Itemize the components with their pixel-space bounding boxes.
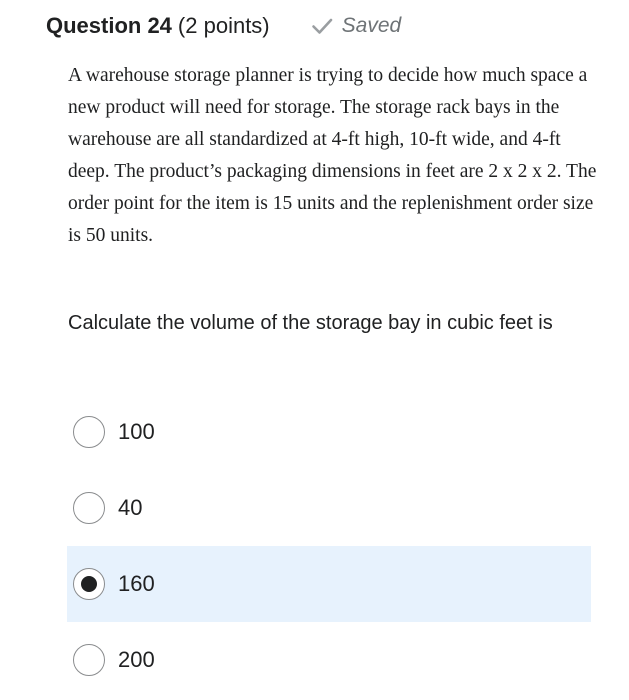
- question-header: [46, 8, 401, 44]
- question-body: A warehouse storage planner is trying to decide how much space a new product will need for storage. The storage rack bays in the warehouse are all standardized at 4-ft high, 10-ft wide, and 4-ft deep. The product’s packaging dimensions in feet are 2 x 2 x 2. The order point for the item is 15 units and the replenishment order size is 50 units.: [68, 65, 597, 246]
- answer-options: [67, 394, 591, 698]
- saved-text: Saved: [341, 14, 402, 37]
- question-points: (2 points): [177, 13, 270, 38]
- answer-option-160[interactable]: [67, 546, 591, 622]
- radio-button[interactable]: [73, 568, 105, 600]
- question-title: Question 24: [46, 13, 172, 38]
- radio-button[interactable]: [73, 416, 105, 448]
- radio-button[interactable]: [73, 492, 105, 524]
- checkmark-icon: [310, 14, 334, 38]
- saved-status: [310, 14, 402, 38]
- option-label: 100: [118, 419, 155, 444]
- option-label: 160: [118, 571, 155, 596]
- question-prompt: Calculate the volume of the storage bay in cubic feet is: [68, 312, 553, 334]
- radio-button[interactable]: [73, 644, 105, 676]
- radio-selected-dot: [81, 576, 97, 592]
- answer-option-100[interactable]: [67, 394, 591, 470]
- option-label: 40: [118, 495, 143, 520]
- answer-option-200[interactable]: [67, 622, 591, 698]
- option-label: 200: [118, 647, 155, 672]
- answer-option-40[interactable]: [67, 470, 591, 546]
